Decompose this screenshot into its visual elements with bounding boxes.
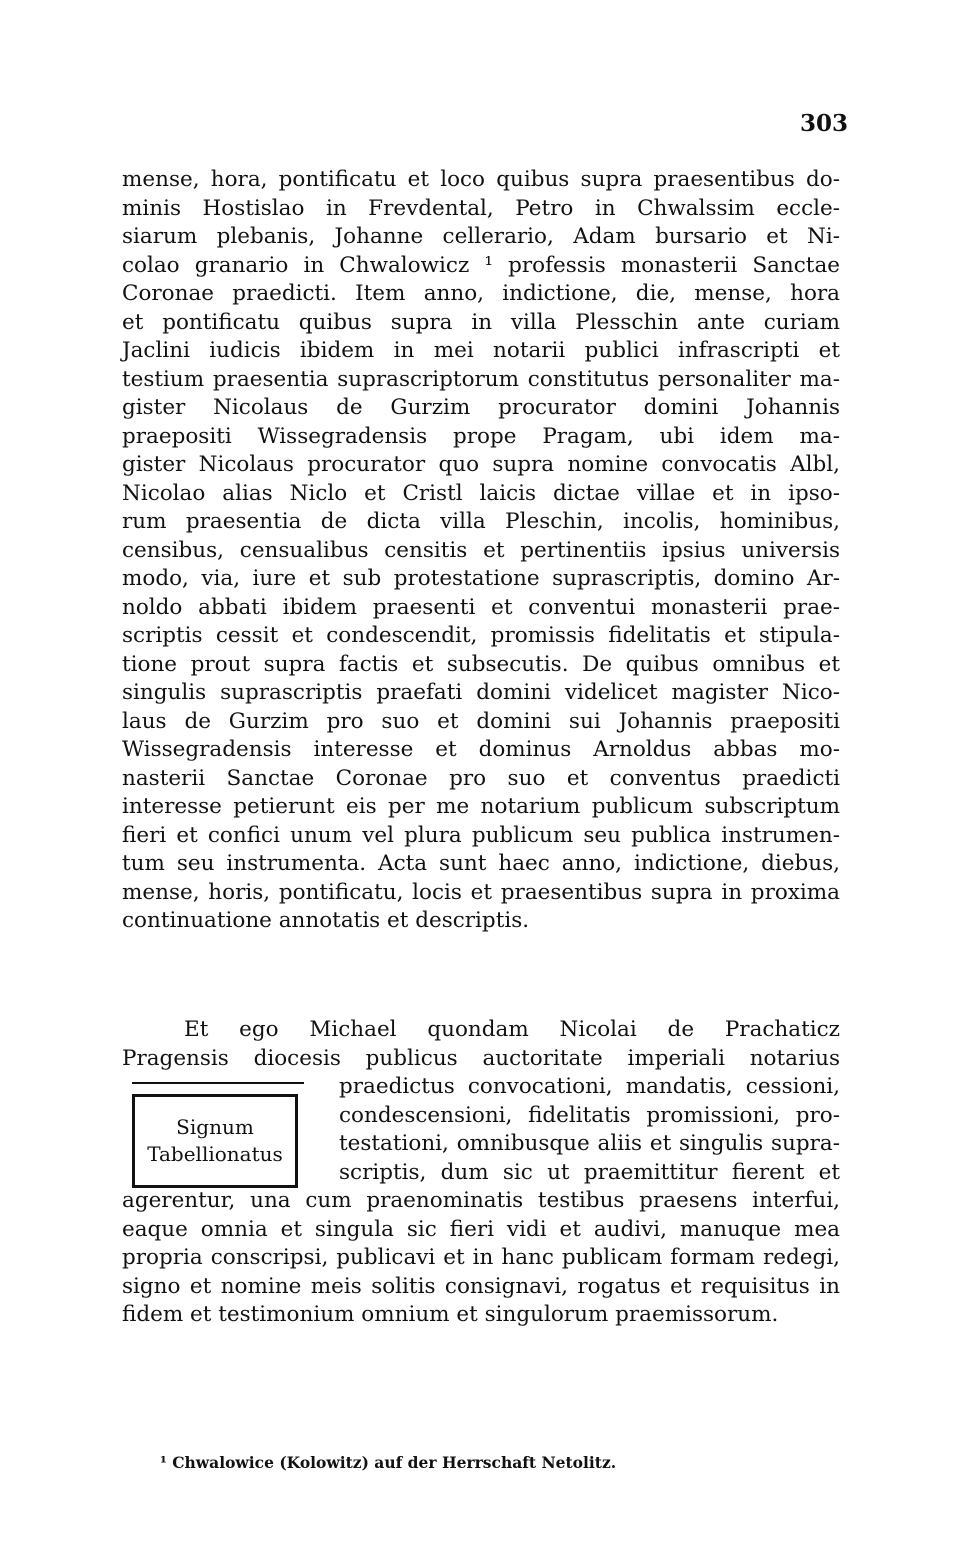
text-line: censibus, censualibus censitis et pertinentiis ipsius universis [122,537,840,563]
footnote-marker: ¹ [160,1453,167,1472]
text-line: eaque omnia et singula sic fieri vidi et audivi, manuque mea [122,1216,840,1242]
text-line: Pragensis diocesis publicus auctoritate imperiali notarius [122,1045,840,1071]
page-number: 303 [800,110,849,137]
text-line: gister Nicolaus de Gurzim procurator domini Johannis [122,395,840,420]
text-line: Jaclini iudicis ibidem in mei notarii publici infrascripti et [122,338,840,363]
footnote-text: Chwalowice (Kolowitz) auf der Herrschaft Netolitz. [172,1453,617,1472]
text-line: minis Hostislao in Frevdental, Petro in Chwalssim eccle- [122,195,840,221]
text-line: continuatione annotatis et descriptis. [122,908,530,933]
text-line: fidem et testimonium omnium et singulorum praemissorum. [122,1302,779,1327]
text-line: singulis suprascriptis praefati domini videlicet magister Nico- [122,680,840,705]
text-line: gister Nicolaus procurator quo supra nomine convocatis Albl, [122,452,840,477]
text-line: signo et nomine meis solitis consignavi, rogatus et requisitus in [122,1273,840,1299]
text-line: Nicolao alias Niclo et Cristl laicis dictae villae et in ipso- [122,480,840,506]
text-line: nasterii Sanctae Coronae pro suo et conventus praedicti [122,765,840,791]
signum-tabellionatus-box [132,1094,298,1188]
text-line: propria conscripsi, publicavi et in hanc publicam formam redegi, [122,1245,840,1270]
text-line: laus de Gurzim pro suo et domini sui Johannis praepositi [122,708,840,734]
text-line: praedictus convocationi, mandatis, cessioni, [339,1074,840,1099]
text-line: Wissegradensis interesse et dominus Arnoldus abbas mo- [122,737,840,762]
text-line: tione prout supra factis et subsecutis. De quibus omnibus et [122,651,840,677]
text-line: colao granario in Chwalowicz ¹ professis monasterii Sanctae [122,252,840,278]
text-line: interesse petierunt eis per me notarium publicum subscriptum [122,794,840,819]
text-line: tum seu instrumenta. Acta sunt haec anno, indictione, diebus, [122,851,840,876]
footnote [160,1453,760,1473]
text-line: noldo abbati ibidem praesenti et conventui monasterii prae- [122,594,840,620]
text-line: mense, horis, pontificatu, locis et praesentibus supra in proxima [122,879,840,905]
text-line: Coronae praedicti. Item anno, indictione, die, mense, hora [122,281,840,306]
text-line: siarum plebanis, Johanne cellerario, Adam bursario et Ni- [122,224,840,249]
text-line: modo, via, iure et sub protestatione suprascriptis, domino Ar- [122,566,840,591]
text-line: scriptis cessit et condescendit, promissis fidelitatis et stipula- [122,623,840,648]
text-line: agerentur, una cum praenominatis testibus praesens interfui, [122,1188,840,1213]
text-line: condescensioni, fidelitatis promissioni, pro- [339,1102,840,1128]
text-line: scriptis, dum sic ut praemittitur fierent et [339,1159,840,1185]
text-line: rum praesentia de dicta villa Pleschin, incolis, hominibus, [122,509,840,534]
signum-top-rule [132,1082,304,1084]
text-line: testationi, omnibusque aliis et singulis supra- [339,1131,840,1156]
text-line: testium praesentia suprascriptorum constitutus personaliter ma- [122,366,840,392]
signum-label: Signum [176,1115,254,1139]
main-paragraph [122,166,840,936]
text-line: mense, hora, pontificatu et loco quibus supra praesentibus do- [122,167,840,192]
text-line: fieri et confici unum vel plura publicum seu publica instrumen- [122,822,840,848]
text-line: praepositi Wissegradensis prope Pragam, ubi idem ma- [122,423,840,449]
text-line: Et ego Michael quondam Nicolai de Prachaticz [184,1017,840,1042]
tabellionatus-label: Tabellionatus [147,1142,283,1166]
text-line: et pontificatu quibus supra in villa Plesschin ante curiam [122,309,840,335]
